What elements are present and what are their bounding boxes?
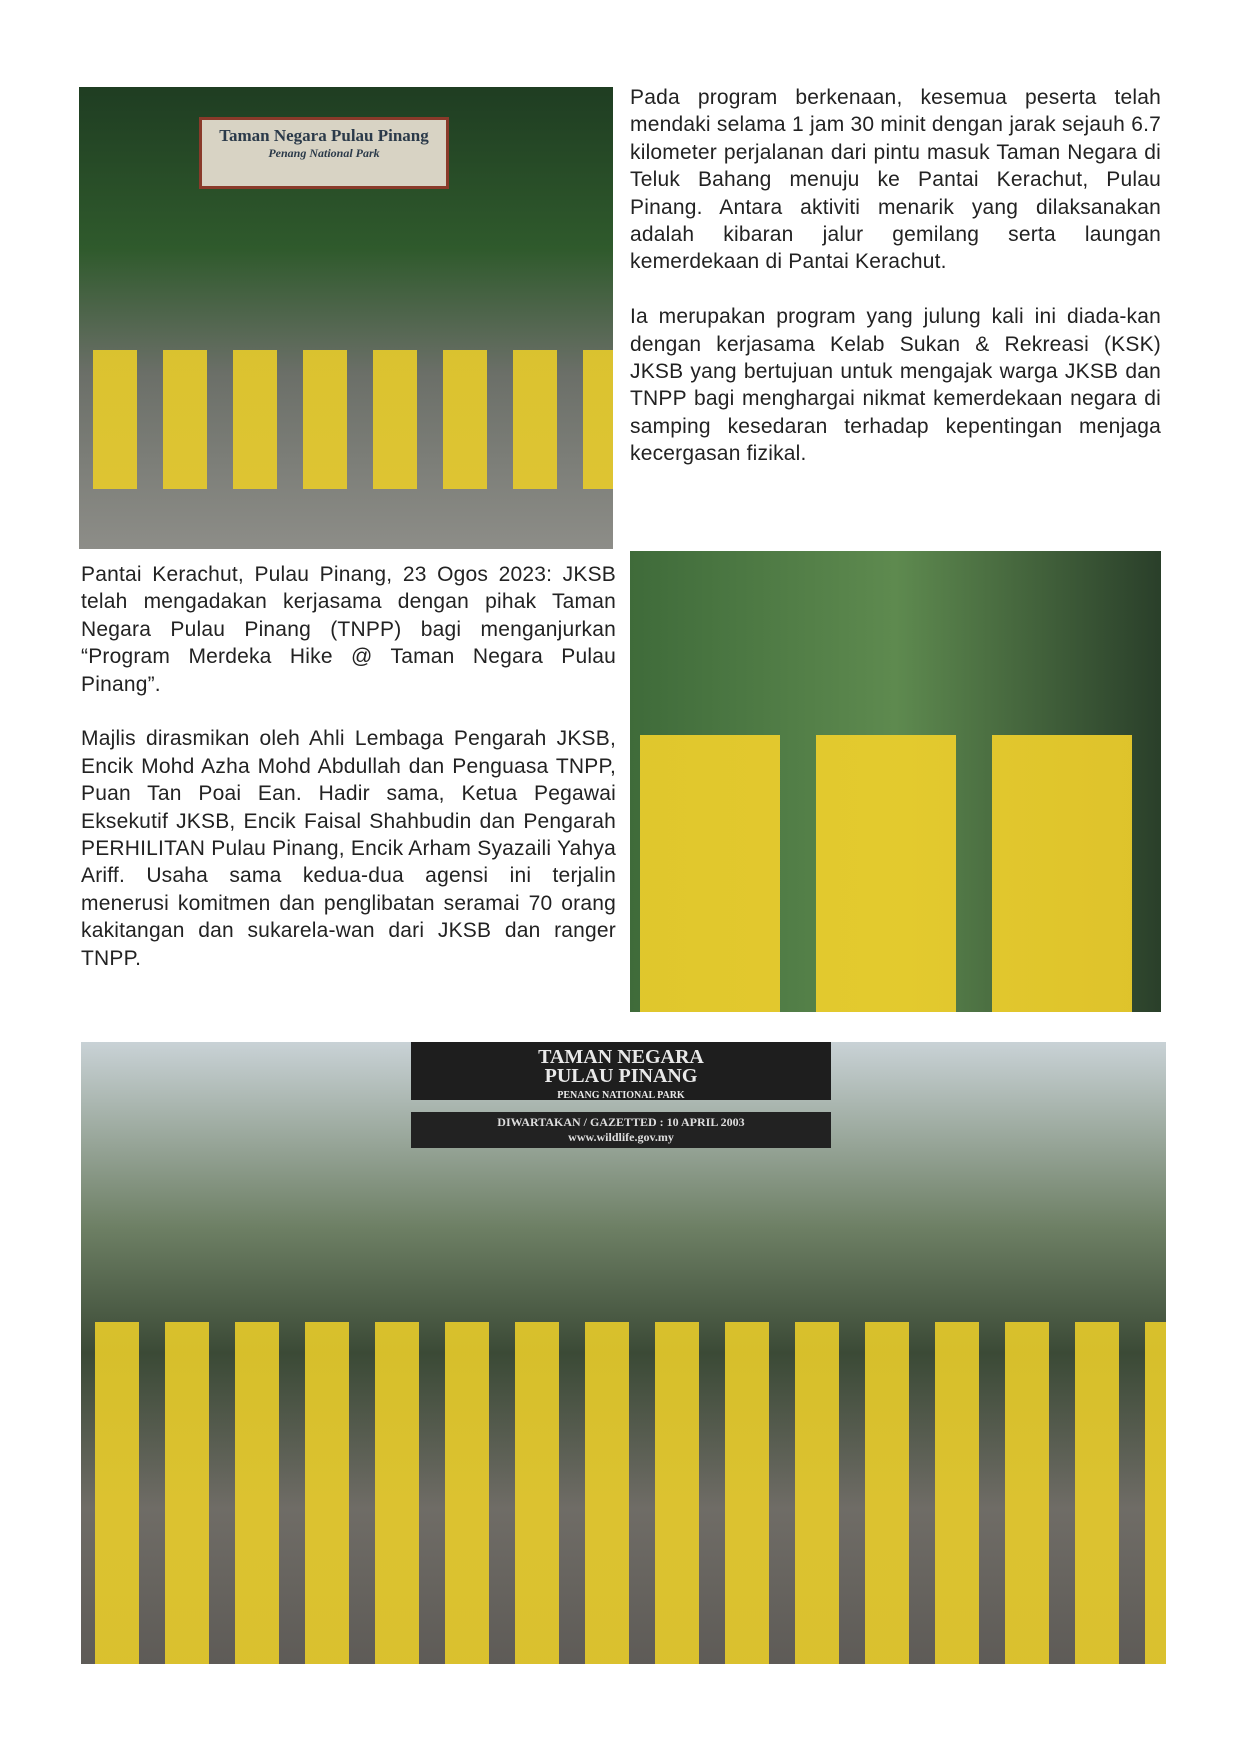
officials-group <box>630 735 1161 1012</box>
paragraph: Pantai Kerachut, Pulau Pinang, 23 Ogos 2023: JKSB telah mengadakan kerjasama dengan pihak Taman Negara Pulau Pinang (TNPP) bagi menganjurkan “Program Merdeka Hike @ Taman Negara Pulau Pinang”. <box>81 563 616 696</box>
sign-subtitle: PENANG NATIONAL PARK <box>557 1090 685 1101</box>
sign-title-line-2: PULAU PINANG <box>544 1065 698 1087</box>
sign-title: Taman Negara Pulau Pinang <box>219 126 429 145</box>
paragraph: Majlis dirasmikan oleh Ahli Lembaga Pengarah JKSB, Encik Mohd Azha Mohd Abdullah dan Penguasa TNPP, Puan Tan Poai Ean. Hadir sama, Ketua Pegawai Eksekutif JKSB, Encik Faisal Shahbudin dan Pengarah PERHILITAN Pulau Pinang, Encik Arham Syazaili Yahya Ariff. Usaha sama kedua-dua agensi ini terjalin menerusi komitmen dan penglibatan seramai 70 orang kakitangan dan sukarela-wan dari JKSB dan ranger TNPP. <box>81 727 616 970</box>
paragraph: Pada program berkenaan, kesemua peserta telah mendaki selama 1 jam 30 minit dengan jarak sejauh 6.7 kilometer perjalanan dari pintu masuk Taman Negara di Teluk Bahang menuju ke Pantai Kerachut, Pulau Pinang. Antara aktiviti menarik yang dilaksanakan adalah kibaran jalur gemilang serta laungan kemerdekaan di Pantai Kerachut. <box>630 86 1161 274</box>
website-text: www.wildlife.gov.my <box>568 1130 674 1144</box>
participants-group <box>81 1322 1166 1664</box>
gazette-sign <box>411 1112 831 1148</box>
national-park-sign <box>411 1042 831 1100</box>
sign-subtitle: Penang National Park <box>268 146 380 160</box>
photo-certificate-presentation <box>630 551 1161 1012</box>
right-column-text <box>630 84 1161 495</box>
photo-park-entrance <box>79 87 613 549</box>
left-column-text <box>81 561 616 999</box>
hikers-group <box>79 350 613 489</box>
sign-title-line-1: TAMAN NEGARA <box>538 1046 704 1068</box>
photo-group <box>81 1042 1166 1664</box>
park-entrance-sign <box>199 117 449 189</box>
gazette-text: DIWARTAKAN / GAZETTED : 10 APRIL 2003 <box>497 1115 745 1129</box>
paragraph: Ia merupakan program yang julung kali ini diada-kan dengan kerjasama Kelab Sukan & Rekreasi (KSK) JKSB yang bertujuan untuk mengajak warga JKSB dan TNPP bagi menghargai nikmat kemerdekaan negara di samping kesedaran terhadap kepentingan menjaga kecergasan fizikal. <box>630 305 1161 466</box>
